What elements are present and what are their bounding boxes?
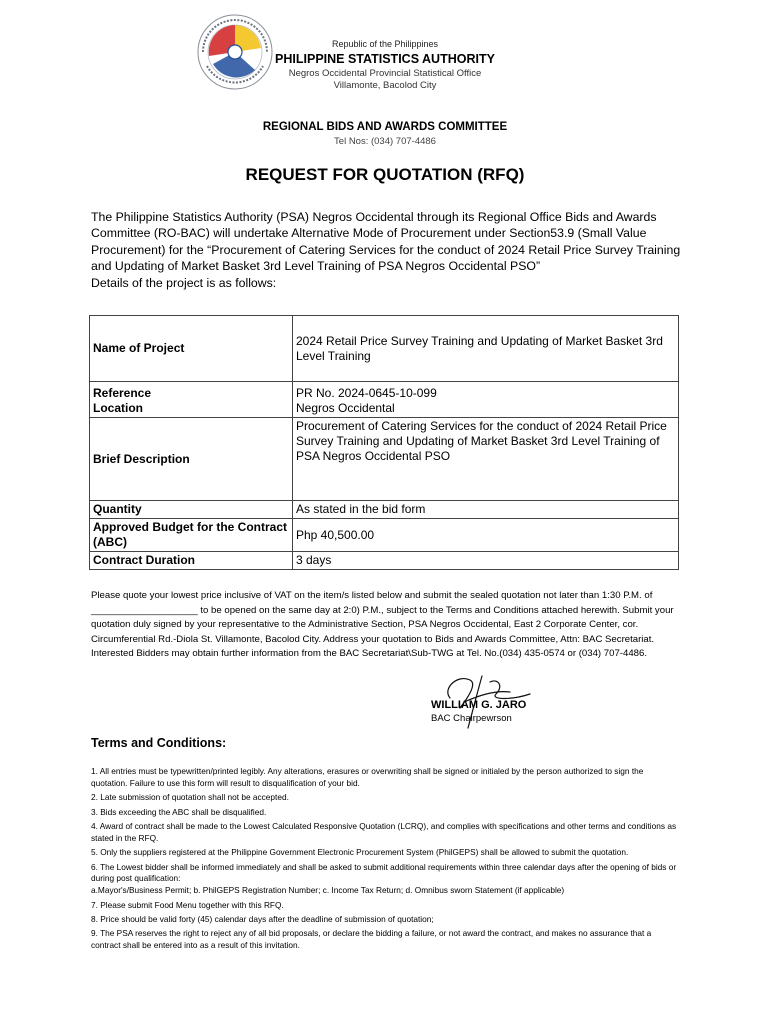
terms-heading: Terms and Conditions:	[91, 736, 227, 750]
table-row	[90, 382, 679, 418]
table-row	[90, 519, 679, 552]
header-republic: Republic of the Philippines	[331, 39, 439, 49]
table-row	[90, 552, 679, 570]
term-item: 4. Award of contract shall be made to the Lowest Calculated Responsive Quotation (LCRQ), and complies with specifications and other terms and conditions as stated in the RFQ.	[91, 820, 677, 843]
committee-name: REGIONAL BIDS AND AWARDS COMMITTEE	[262, 121, 508, 133]
row-value: 3 days	[293, 552, 679, 570]
row-value: 2024 Retail Price Survey Training and Updating of Market Basket 3rd Level Training	[293, 316, 679, 382]
table-row	[90, 501, 679, 519]
document-title: REQUEST FOR QUOTATION (RFQ)	[245, 165, 525, 184]
committee-tel: Tel Nos: (034) 707-4486	[334, 136, 436, 147]
term-item: a.Mayor's/Business Permit; b. PhilGEPS Registration Number; c. Income Tax Return; d. Omnibus sworn Statement (if applicable)	[91, 885, 565, 896]
signatory-name: WILLIAM G. JARO	[431, 699, 527, 711]
header-address: Villamonte, Bacolod City	[333, 80, 437, 91]
term-item: 9. The PSA reserves the right to reject any of all bid proposals, or declare the bidding a failure, or not award the contract, and makes no assurance that a contract shall be entered into as a result of this invitation.	[91, 928, 652, 951]
intro-section	[91, 209, 681, 291]
row-label: Name of Project	[90, 316, 293, 382]
intro-details: Details of the project is as follows:	[91, 275, 277, 290]
reference-value: PR No. 2024-0645-10-099	[296, 386, 437, 400]
term-item: 6. The Lowest bidder shall be informed immediately and shall be asked to submit additional requirements within three calendar days after the opening of bids or during post qualification:	[91, 861, 677, 884]
row-value: Php 40,500.00	[293, 519, 679, 552]
header-office: Negros Occidental Provincial Statistical Office	[288, 68, 482, 79]
header-agency: PHILIPPINE STATISTICS AUTHORITY	[275, 52, 495, 66]
table-row	[90, 316, 679, 382]
row-label: Approved Budget for the Contract (ABC)	[90, 519, 293, 552]
signatory-title: BAC Chairpewrson	[431, 713, 512, 724]
intro-body: The Philippine Statistics Authority (PSA) Negros Occidental through its Regional Office Bids and Awards Committee (RO-BAC) will undertake Alternative Mode of Procurement under Section53.9 (Small Value Procurement) for the “Procurement of Catering Services for the conduct of 2024 Retail Price Survey Training and Updating of Market Basket 3rd Level Training of PSA Negros Occidental PSO”	[91, 210, 681, 274]
row-value: As stated in the bid form	[293, 501, 679, 519]
terms-list	[91, 766, 681, 955]
reference-label: Reference	[93, 386, 152, 400]
term-item: 2. Late submission of quotation shall not be accepted.	[91, 792, 289, 803]
term-item: 3. Bids exceeding the ABC shall be disqualified.	[91, 806, 267, 817]
instructions-paragraph: Please quote your lowest price inclusive of VAT on the item/s listed below and submit the sealed quotation not later than 1:30 P.M. of ____________________ to be opened on the same day at 2:0) P.M., subject to the Terms and Conditions attached herewith. Submit your quotation duly signed by your representative to the Administrative Section, PSA Negros Occidental, East 2 Corporate Center, cor. Circumferential Rd.-Diola St. Villamonte, Bacolod City. Address your quotation to Bids and Awards Committee, Attn: BAC Secretariat. Interested Bidders may obtain further information from the BAC Secretariat\Sub-TWG at Tel. No.(034) 435-0574 or (034) 707-4486.	[91, 590, 674, 660]
row-label: Brief Description	[90, 418, 293, 501]
term-item: 1. All entries must be typewritten/printed legibly. Any alterations, erasures or overwriting shall be signed or initialed by the person authorized to sign the quotation. Failure to use this form will result to disqualification of your bid.	[91, 766, 644, 788]
row-label	[90, 382, 293, 418]
term-item: 5. Only the suppliers registered at the Philippine Government Electronic Procurement System (PhilGEPS) shall be allowed to submit the quotation.	[91, 847, 629, 858]
row-label: Quantity	[90, 501, 293, 519]
term-item: 7. Please submit Food Menu together with this RFQ.	[91, 899, 284, 910]
project-table	[89, 315, 679, 570]
row-value: Procurement of Catering Services for the conduct of 2024 Retail Price Survey Training and Updating of Market Basket 3rd Level Training of PSA Negros Occidental PSO	[293, 418, 679, 501]
row-value	[293, 382, 679, 418]
location-value: Negros Occidental	[296, 401, 395, 415]
table-row	[90, 418, 679, 501]
term-item: 8. Price should be valid forty (45) calendar days after the deadline of submission of quotation;	[91, 913, 434, 924]
location-label: Location	[93, 401, 143, 415]
row-label: Contract Duration	[90, 552, 293, 570]
